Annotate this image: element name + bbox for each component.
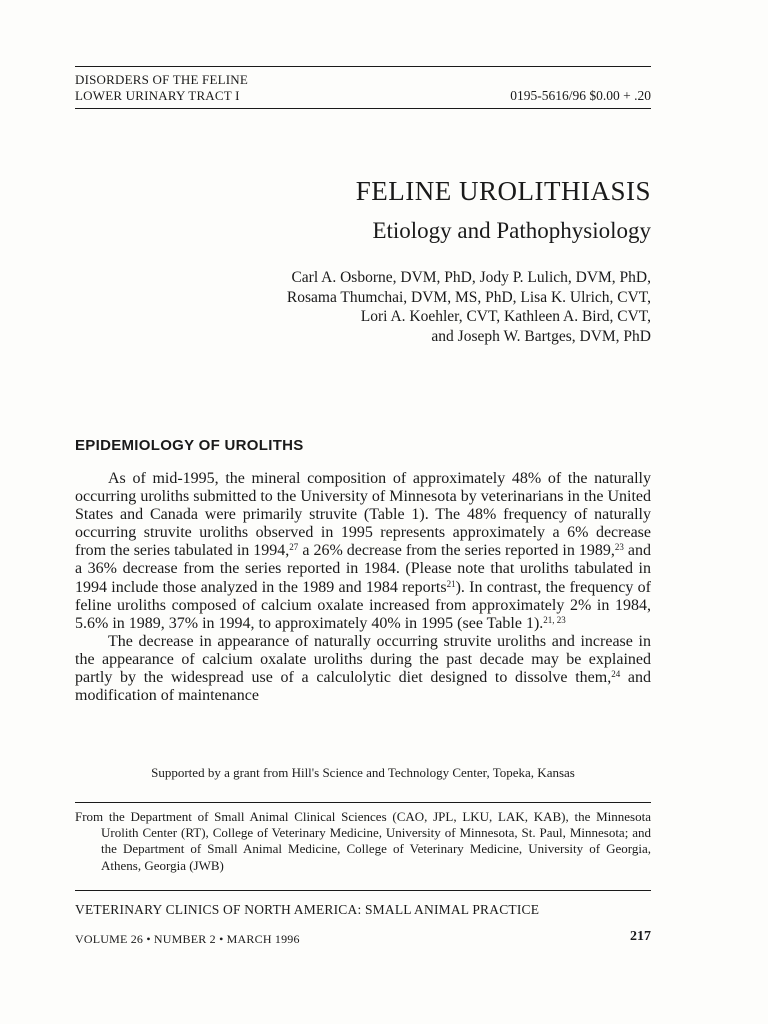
issn-code: 0195-5616/96 $0.00 + .20 bbox=[510, 88, 651, 103]
header-top-rule bbox=[75, 66, 651, 67]
author-line-2: Rosama Thumchai, DVM, MS, PhD, Lisa K. Ulrich, CVT, bbox=[286, 288, 651, 306]
section-heading: EPIDEMIOLOGY OF UROLITHS bbox=[75, 437, 304, 454]
author-line-4: and Joseph W. Bartges, DVM, PhD bbox=[431, 327, 651, 345]
article-subtitle: Etiology and Pathophysiology bbox=[372, 218, 651, 243]
series-line-1: DISORDERS OF THE FELINE bbox=[75, 72, 249, 87]
citation: 21 bbox=[446, 578, 456, 589]
paragraph-1: As of mid-1995, the mineral composition of approximately 48% of the naturally occurring uroliths submitted to the University of Minnesota by veterinarians in the United States and Canada were primarily struvite (Table 1). The 48% frequency of naturally occurring struvite uroliths observed in 1995 represents approximately a 6% decrease from the series tabulated in 1994,27 a 26% decrease from the series reported in 1989,23 and a 36% decrease from the series reported in 1984. (Please note that uroliths tabulated in 1994 include those analyzed in the 1989 and 1984 reports$^{21}$). In contrast, the frequency of feline uroliths composed of calcium oxalate increased from approximately 2% in 1984, 5.6% in 1989, 37% in 1994, to approximately 40% in 1995 (see Table 1).$^{21, 23}$ bbox=[75, 470, 651, 632]
footnote-rule bbox=[75, 802, 651, 803]
volume-info: VOLUME 26 • NUMBER 2 • MARCH 1996 bbox=[75, 932, 300, 946]
author-list bbox=[287, 268, 651, 346]
citation: 27 bbox=[289, 542, 299, 553]
footer-rule bbox=[75, 890, 651, 891]
body-text bbox=[75, 470, 651, 705]
author-line-3: Lori A. Koehler, CVT, Kathleen A. Bird, CVT, bbox=[360, 308, 651, 325]
header-bottom-rule bbox=[75, 108, 651, 109]
article-title: FELINE UROLITHIASIS bbox=[355, 176, 651, 206]
author-line-1: Carl A. Osborne, DVM, PhD, Jody P. Lulich, DVM, PhD, bbox=[291, 269, 651, 286]
journal-name: VETERINARY CLINICS OF NORTH AMERICA: SMALL ANIMAL PRACTICE bbox=[75, 902, 540, 917]
series-title bbox=[75, 72, 248, 104]
affiliation-footnote: From the Department of Small Animal Clinical Sciences (CAO, JPL, LKU, LAK, KAB), the Minnesota Urolith Center (RT), College of Veterinary Medicine, University of Minnesota, St. Paul, Minnesota; and the Department of Small Animal Medicine, College of Veterinary Medicine, University of Georgia, Athens, Georgia (JWB) bbox=[75, 809, 651, 873]
paragraph-2: The decrease in appearance of naturally occurring struvite uroliths and increase in the appearance of calcium oxalate uroliths during the past decade may be explained partly by the widespread use of a calculolytic diet designed to dissolve them,$^{24}$ and modification of maintenance bbox=[75, 632, 651, 705]
support-footnote: Supported by a grant from Hill's Science and Technology Center, Topeka, Kansas bbox=[151, 765, 575, 780]
citation: 24 bbox=[611, 669, 621, 680]
citation: 23 bbox=[614, 542, 624, 553]
page-number: 217 bbox=[630, 929, 651, 944]
series-line-2: LOWER URINARY TRACT I bbox=[75, 88, 240, 103]
citation: 21, 23 bbox=[543, 614, 566, 625]
